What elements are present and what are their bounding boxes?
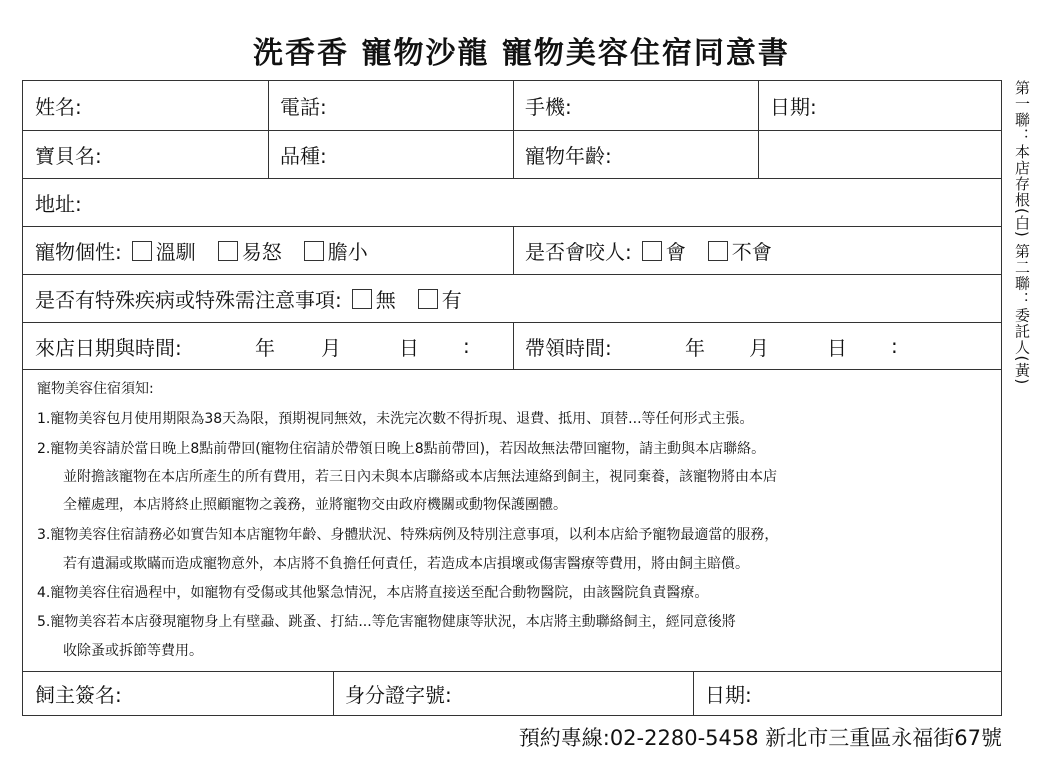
address-field[interactable] (23, 179, 1001, 226)
day-label: 日 (399, 335, 419, 360)
colon-label: : (463, 334, 470, 358)
personality-label: 寵物個性: (35, 240, 122, 264)
note-line: 若有遺漏或欺瞞而造成寵物意外，本店將不負擔任何責任，若造成本店損壞或傷害醫療等費用，將由飼主賠償。 (63, 556, 749, 572)
pickup-field[interactable] (513, 323, 1001, 369)
pet-age-label: 寵物年齡: (525, 144, 612, 168)
bite-field (513, 227, 1001, 274)
illness-option-yes[interactable]: 有 (408, 284, 462, 313)
note-line: 1.寵物美容包月使用期限為38天為限，預期視同無效，未洗完次數不得折現、退費、抵用、頂替...等任何形式主張。 (37, 411, 754, 427)
owner-sign-label: 飼主簽名: (35, 683, 122, 707)
note-line: 2.寵物美容請於當日晚上8點前帶回(寵物住宿請於帶領日晚上8點前帶回)，若因故無法帶回寵物，請主動與本店聯絡。 (37, 441, 766, 457)
date-field[interactable] (758, 81, 1001, 130)
checkbox[interactable] (418, 289, 438, 309)
sign-date-field[interactable] (693, 672, 1001, 715)
note-line: 全權處理，本店將終止照顧寵物之義務，並將寵物交由政府機關或動物保護團體。 (63, 497, 567, 513)
note-line: 4.寵物美容住宿過程中，如寵物有受傷或其他緊急情況，本店將直接送至配合動物醫院，由該醫院負責醫療。 (37, 585, 709, 601)
sign-date-label: 日期: (705, 683, 752, 707)
bite-label: 是否會咬人: (525, 240, 632, 264)
colon-label: : (891, 334, 898, 358)
personality-option-timid[interactable]: 膽小 (294, 236, 368, 265)
note-line: 收除蚤或拆節等費用。 (63, 643, 203, 659)
row-datetime (23, 323, 1001, 370)
illness-label: 是否有特殊疾病或特殊需注意事項: (35, 288, 342, 312)
notes-section (23, 370, 1001, 672)
checkbox[interactable] (352, 289, 372, 309)
note-line: 並附擔該寵物在本店所產生的所有費用，若三日內未與本店聯絡或本店無法連絡到飼主，視同棄養，該寵物將由本店 (63, 469, 777, 485)
name-label: 姓名: (35, 95, 82, 119)
month-label: 月 (749, 335, 769, 360)
year-label: 年 (255, 335, 275, 360)
owner-sign-field[interactable] (23, 672, 333, 715)
personality-option-irritable[interactable]: 易怒 (208, 236, 282, 265)
form-title: 洗香香 寵物沙龍 寵物美容住宿同意書 (253, 36, 790, 71)
checkbox[interactable] (642, 241, 662, 261)
row-illness (23, 275, 1001, 323)
contact-footer: 預約專線:02-2280-5458 新北市三重區永福街67號 (518, 726, 1002, 750)
arrival-label: 來店日期與時間: (35, 335, 182, 360)
notes-heading: 寵物美容住宿須知: (37, 381, 154, 397)
breed-label: 品種: (280, 144, 327, 168)
checkbox[interactable] (304, 241, 324, 261)
illness-field (23, 275, 1001, 322)
pet-name-field[interactable] (23, 131, 268, 178)
row-pet (23, 131, 1001, 179)
day-label: 日 (827, 335, 847, 360)
row-contact (23, 81, 1001, 131)
note-line: 5.寵物美容若本店發現寵物身上有壁蝨、跳蚤、打結...等危害寵物健康等狀況，本店將主動聯絡飼主，經同意後將 (37, 614, 736, 630)
row-personality (23, 227, 1001, 275)
personality-field (23, 227, 513, 274)
phone-label: 電話: (280, 95, 327, 119)
arrival-field[interactable] (23, 323, 513, 369)
pet-age-field[interactable] (513, 131, 758, 178)
month-label: 月 (321, 335, 341, 360)
year-label: 年 (685, 335, 705, 360)
date-label: 日期: (770, 95, 817, 119)
name-field[interactable] (23, 81, 268, 130)
pickup-label: 帶領時間: (525, 335, 612, 360)
id-number-field[interactable] (333, 672, 693, 715)
checkbox[interactable] (708, 241, 728, 261)
breed-field[interactable] (268, 131, 513, 178)
bite-option-no[interactable]: 不會 (698, 236, 772, 265)
checkbox[interactable] (132, 241, 152, 261)
blank-cell[interactable] (758, 131, 1001, 178)
address-label: 地址: (35, 192, 82, 216)
row-signature (23, 672, 1001, 715)
copy-note: 第一聯：本店存根(白) 第二聯：委託人(黃) (1013, 80, 1031, 386)
illness-option-none[interactable]: 無 (342, 284, 396, 313)
note-line: 3.寵物美容住宿請務必如實告知本店寵物年齡、身體狀況、特殊病例及特別注意事項，以利本店給予寵物最適當的服務， (37, 527, 779, 543)
mobile-field[interactable] (513, 81, 758, 130)
mobile-label: 手機: (525, 95, 572, 119)
personality-option-gentle[interactable]: 溫馴 (122, 236, 196, 265)
row-address (23, 179, 1001, 227)
checkbox[interactable] (218, 241, 238, 261)
consent-form (22, 80, 1002, 716)
bite-option-yes[interactable]: 會 (632, 236, 686, 265)
id-number-label: 身分證字號: (345, 683, 452, 707)
pet-name-label: 寶貝名: (35, 144, 102, 168)
phone-field[interactable] (268, 81, 513, 130)
